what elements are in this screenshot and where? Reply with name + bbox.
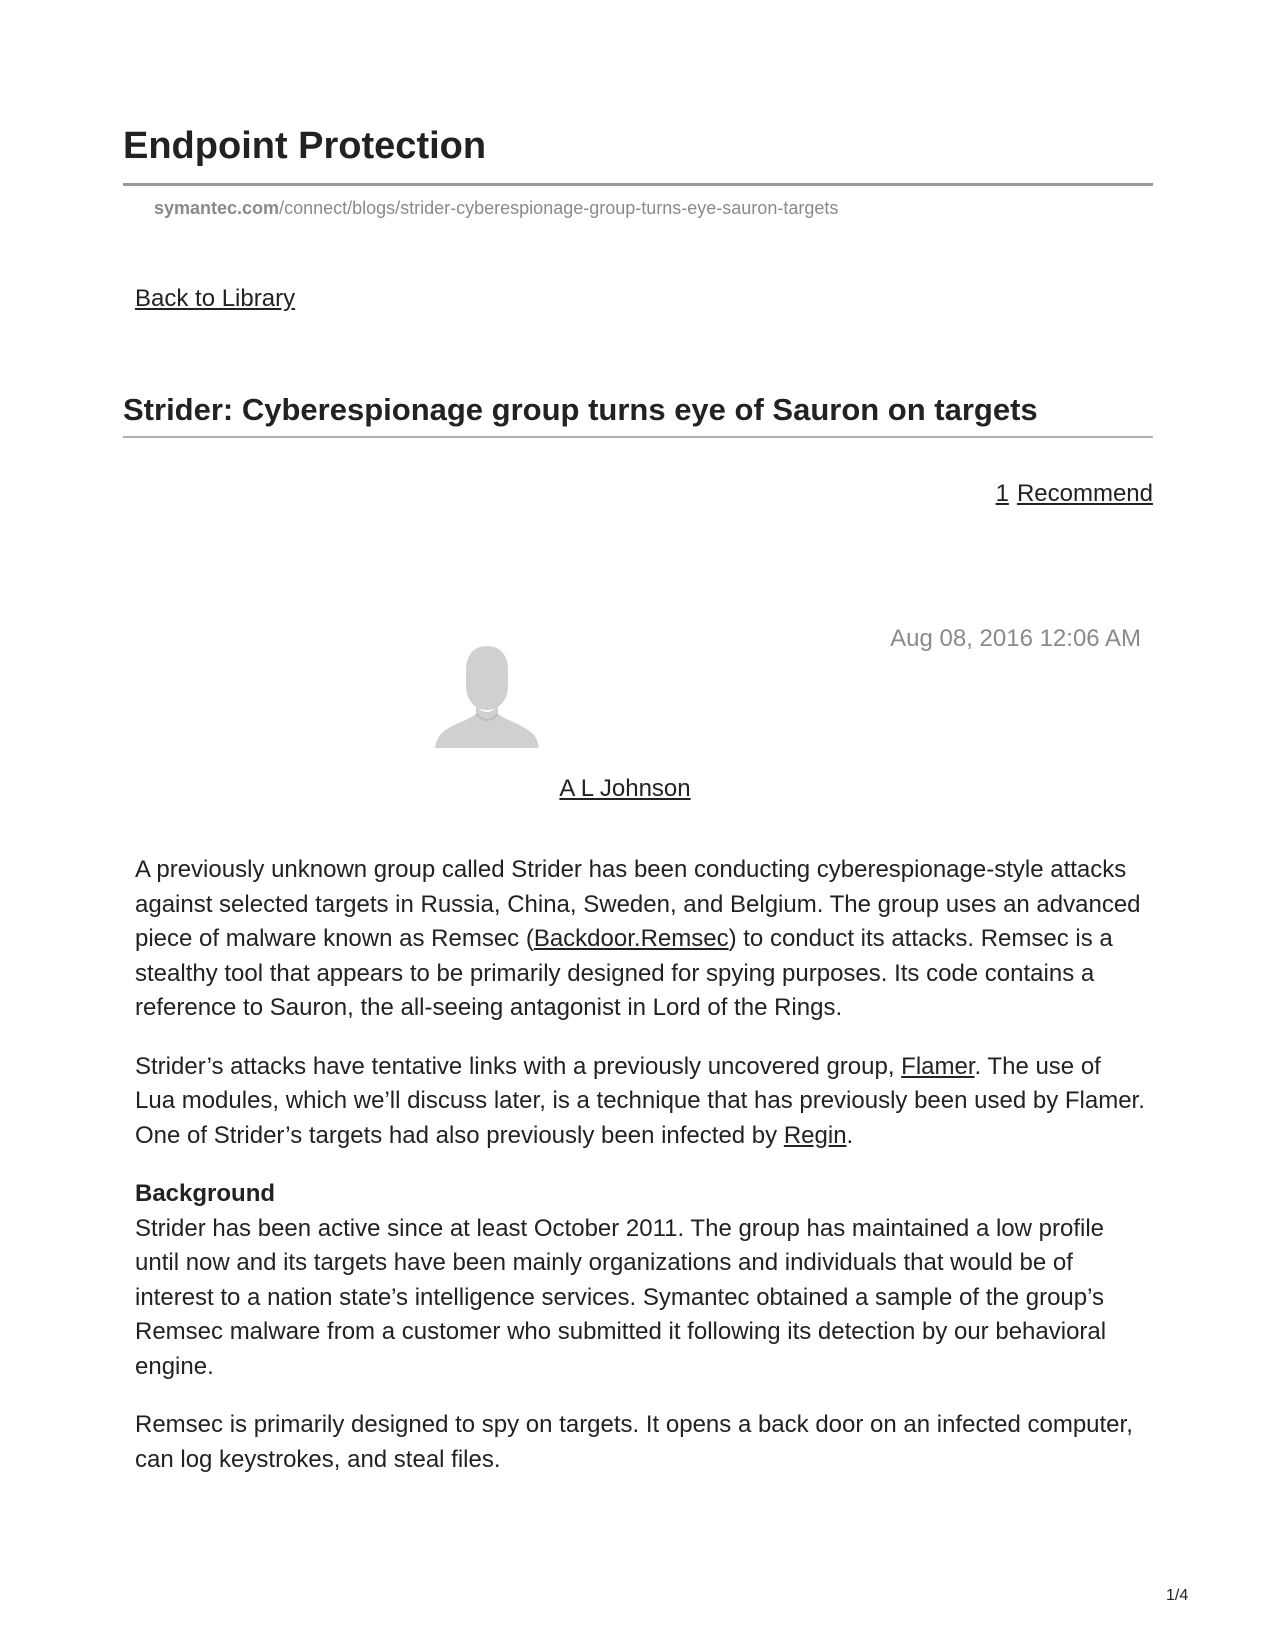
backdoor-remsec-link[interactable]: Backdoor.Remsec	[533, 925, 729, 952]
paragraph-intro: A previously unknown group called Strider has been conducting cyberespionage-style attacks against selected targets in Russia, China, Sweden, and Belgium. The group uses an advanced piece of malware known as Remsec (Backdoor.Remsec) to conduct its attacks. Remsec is a stealthy tool that appears to be primarily designed for spying purposes. Its code contains a reference to Sauron, the all-seeing antagonist in Lord of the Rings.	[135, 856, 1141, 1021]
author-link[interactable]: A L Johnson	[559, 775, 691, 802]
background-heading: Background	[135, 1180, 276, 1207]
paragraph-links: Strider’s attacks have tentative links with a previously uncovered group, Flamer. The use of Lua modules, which we’ll discuss later, is a technique that has previously been used by Flamer. One of Strider’s targets had also previously been infected by Regin.	[135, 1052, 1145, 1149]
article-title: Strider: Cyberespionage group turns eye of Sauron on targets	[123, 392, 1038, 427]
regin-link[interactable]: Regin	[783, 1121, 847, 1149]
source-url-path: /connect/blogs/strider-cyberespionage-group-turns-eye-sauron-targets	[279, 198, 839, 218]
author-line	[0, 775, 1250, 803]
post-date: Aug 08, 2016 12:06 AM	[890, 625, 1141, 652]
paragraph-background: Background Strider has been active since at least October 2011. The group has maintained a low profile until now and its targets have been mainly organizations and individuals that would be of interest to a nation state’s intelligence services. Symantec obtained a sample of the group’s Remsec malware from a customer who submitted it following its detection by our behavioral engine.	[135, 1177, 1145, 1384]
site-title: Endpoint Protection	[123, 125, 487, 167]
article-body	[135, 853, 1145, 1501]
page-number: 1/4	[1166, 1587, 1189, 1604]
recommend-count[interactable]: 1	[995, 480, 1009, 507]
source-url-domain: symantec.com	[154, 198, 280, 218]
flamer-link[interactable]: Flamer	[901, 1052, 975, 1080]
recommend-widget	[996, 480, 1153, 508]
source-url	[154, 197, 838, 219]
title-divider	[123, 183, 1153, 186]
paragraph-remsec: Remsec is primarily designed to spy on targets. It opens a back door on an infected computer, can log keystrokes, and steal files.	[135, 1411, 1133, 1473]
user-silhouette-icon	[433, 640, 541, 748]
back-to-library-link[interactable]: Back to Library	[135, 285, 296, 312]
article-title-divider	[123, 436, 1153, 438]
recommend-button[interactable]: Recommend	[1016, 480, 1153, 507]
